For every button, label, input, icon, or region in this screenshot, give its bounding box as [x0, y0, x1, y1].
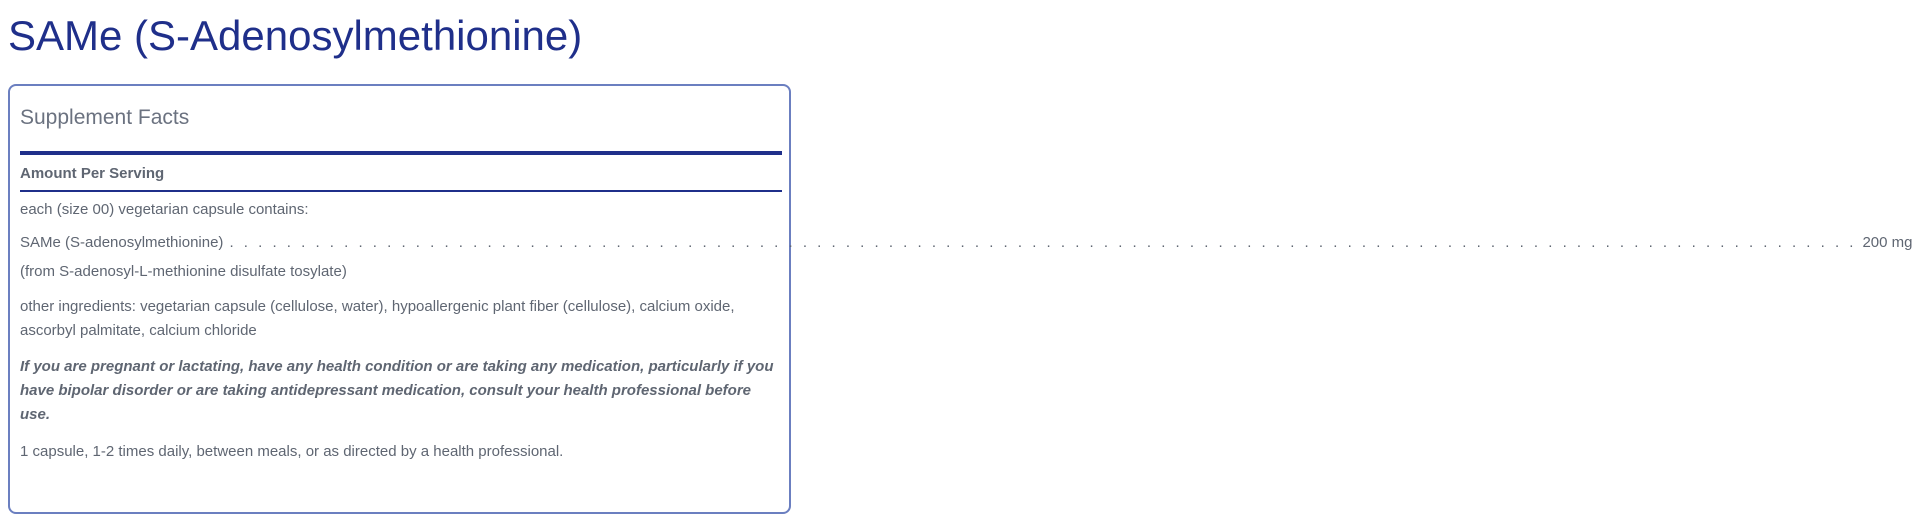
thin-divider	[20, 190, 782, 192]
thick-divider	[20, 151, 782, 155]
amount-per-serving-label: Amount Per Serving	[20, 165, 165, 182]
warning-text: If you are pregnant or lactating, have any health condition or are taking any medication, particularly if you have bipolar disorder or are taking antidepressant medication, consult your health professional before use.	[20, 358, 774, 423]
ingredient-amount: 200 mg	[1862, 234, 1913, 251]
serving-description: each (size 00) vegetarian capsule contains:	[20, 201, 309, 218]
other-ingredients: other ingredients: vegetarian capsule (cellulose, water), hypoallergenic plant fiber (cellulose), calcium oxide, ascorbyl palmitate, calcium chloride	[20, 298, 735, 339]
ingredient-name: SAMe (S-adenosylmethionine)	[20, 234, 224, 251]
supplement-facts-heading: Supplement Facts	[20, 106, 190, 129]
dot-leader: . . . . . . . . . . . . . . . . . . . . . . . . . . . . . . . . . . . . . . . . . . . . . . . . . . . . . . . . . . . . . . . . . . . . . . . . . . . . . . . . . . . . . . . . . . . . . . . . . . . . . . . . . . . . . . . . . .	[229, 234, 1857, 251]
ingredient-row	[20, 231, 1913, 255]
ingredient-source: (from S-adenosyl-L-methionine disulfate tosylate)	[20, 263, 347, 280]
product-title: SAMe (S-Adenosylmethionine)	[8, 12, 583, 59]
directions-text: 1 capsule, 1-2 times daily, between meals, or as directed by a health professional.	[20, 443, 564, 460]
supplement-facts-panel	[8, 84, 1913, 514]
